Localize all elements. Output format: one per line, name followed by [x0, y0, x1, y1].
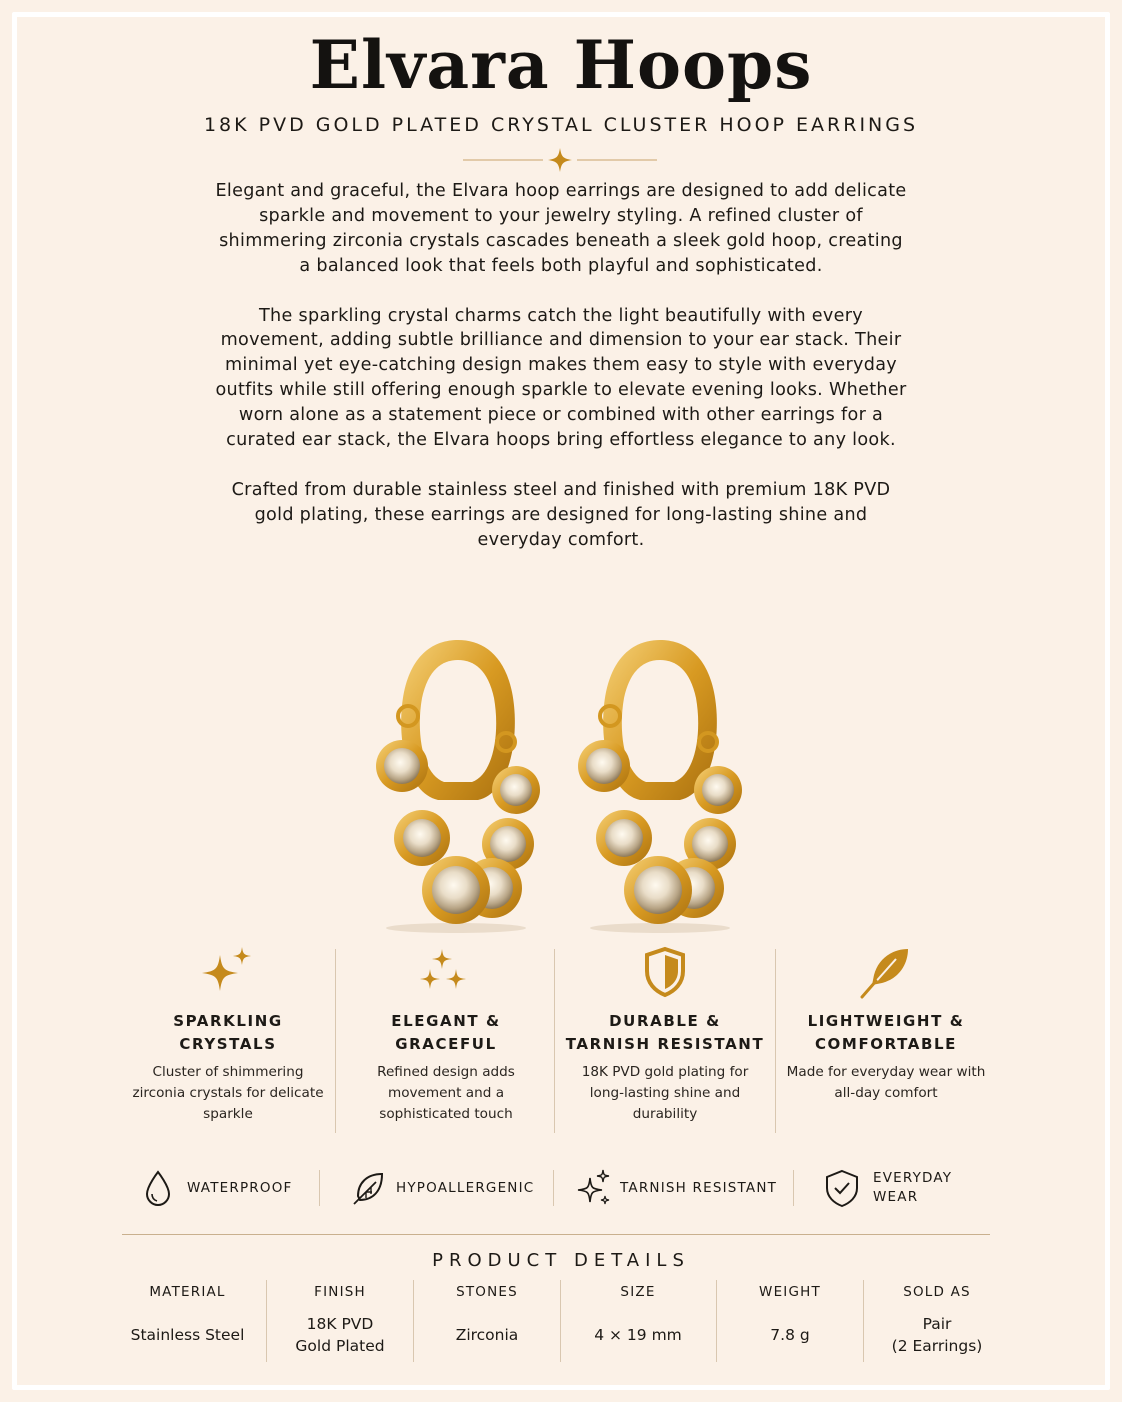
sparkle-icon — [198, 945, 258, 999]
badge-everyday-wear — [823, 1160, 1005, 1216]
feature-description: Made for everyday wear with all-day comfort — [786, 1064, 986, 1101]
product-description — [211, 179, 911, 577]
feature-title: ELEGANT & GRACEFUL — [391, 1012, 501, 1053]
features-row — [117, 945, 1005, 1135]
detail-label: SOLD AS — [903, 1284, 971, 1300]
feature-title: DURABLE & TARNISH RESISTANT — [565, 1012, 765, 1053]
feather-icon — [856, 945, 916, 999]
product-details-table — [110, 1280, 1010, 1362]
detail-weight — [717, 1280, 863, 1362]
detail-material — [110, 1280, 265, 1362]
badge-label: EVERYDAY WEAR — [873, 1170, 953, 1205]
badge-waterproof — [139, 1160, 319, 1216]
detail-label: WEIGHT — [759, 1284, 821, 1300]
detail-label: MATERIAL — [149, 1284, 226, 1300]
detail-label: FINISH — [314, 1284, 366, 1300]
feature-description: Cluster of shimmering zirconia crystals for delicate sparkle — [132, 1064, 324, 1122]
feature-description: Refined design adds movement and a sophisticated touch — [377, 1064, 515, 1122]
feature-durable-tarnish-resistant — [554, 945, 776, 1135]
detail-value: 18K PVD Gold Plated — [295, 1315, 385, 1355]
triple-sparkle-icon — [416, 945, 476, 999]
badge-divider — [793, 1170, 794, 1206]
description-paragraph-3: Crafted from durable stainless steel and finished with premium 18K PVD gold plating, these earrings are designed for long-lasting shine and everyday comfort. — [231, 479, 891, 550]
feature-description: 18K PVD gold plating for long-lasting shine and durability — [581, 1064, 749, 1122]
earrings-product-image — [360, 632, 762, 937]
detail-size — [561, 1280, 715, 1362]
detail-value: 4 × 19 mm — [594, 1326, 682, 1344]
product-subtitle: 18K PVD GOLD PLATED CRYSTAL CLUSTER HOOP EARRINGS — [203, 114, 919, 136]
feature-elegant-graceful — [335, 945, 557, 1135]
leaf-icon — [350, 1168, 388, 1208]
badge-label: WATERPROOF — [187, 1179, 293, 1196]
shield-icon — [635, 945, 695, 999]
water-drop-icon — [139, 1168, 177, 1208]
badges-row — [117, 1160, 1005, 1216]
shield-check-icon — [823, 1168, 861, 1208]
product-details-heading: PRODUCT DETAILS — [432, 1250, 690, 1271]
feature-lightweight-comfortable — [775, 945, 997, 1135]
star-icon — [548, 148, 572, 172]
badge-label: TARNISH RESISTANT — [620, 1179, 778, 1196]
detail-sold-as — [864, 1280, 1010, 1362]
detail-finish — [267, 1280, 413, 1362]
detail-label: SIZE — [620, 1284, 656, 1300]
detail-value: 7.8 g — [770, 1326, 810, 1344]
section-divider — [122, 1234, 990, 1235]
badge-divider — [553, 1170, 554, 1206]
feature-title: SPARKLING CRYSTALS — [173, 1012, 283, 1053]
detail-stones — [414, 1280, 560, 1362]
badge-label: HYPOALLERGENIC — [396, 1179, 535, 1196]
badge-divider — [319, 1170, 320, 1206]
feature-title: LIGHTWEIGHT & COMFORTABLE — [807, 1012, 965, 1053]
badge-tarnish-resistant — [574, 1160, 784, 1216]
feature-sparkling-crystals — [117, 945, 339, 1135]
detail-value: Zirconia — [455, 1326, 519, 1344]
badge-hypoallergenic — [350, 1160, 550, 1216]
sparkles-outline-icon — [574, 1168, 612, 1208]
sparkle-divider — [463, 145, 657, 175]
detail-value: Pair (2 Earrings) — [891, 1315, 983, 1355]
detail-value: Stainless Steel — [130, 1326, 245, 1344]
product-title: Elvara Hoops — [309, 26, 813, 104]
description-paragraph-2: The sparkling crystal charms catch the light beautifully with every movement, adding subtle brilliance and dimension to your ear stack. Their minimal yet eye-catching design makes them easy to style with everyday outfits while still offering enough sparkle to elevate evening looks. Whether worn alone as a statement piece or combined with other earrings for a curated ear stack, the Elvara hoops bring effortless elegance to any look. — [215, 305, 907, 451]
detail-label: STONES — [456, 1284, 518, 1300]
description-paragraph-1: Elegant and graceful, the Elvara hoop earrings are designed to add delicate sparkle and movement to your jewelry styling. A refined cluster of shimmering zirconia crystals cascades beneath a sleek gold hoop, creating a balanced look that feels both playful and sophisticated. — [215, 181, 907, 276]
